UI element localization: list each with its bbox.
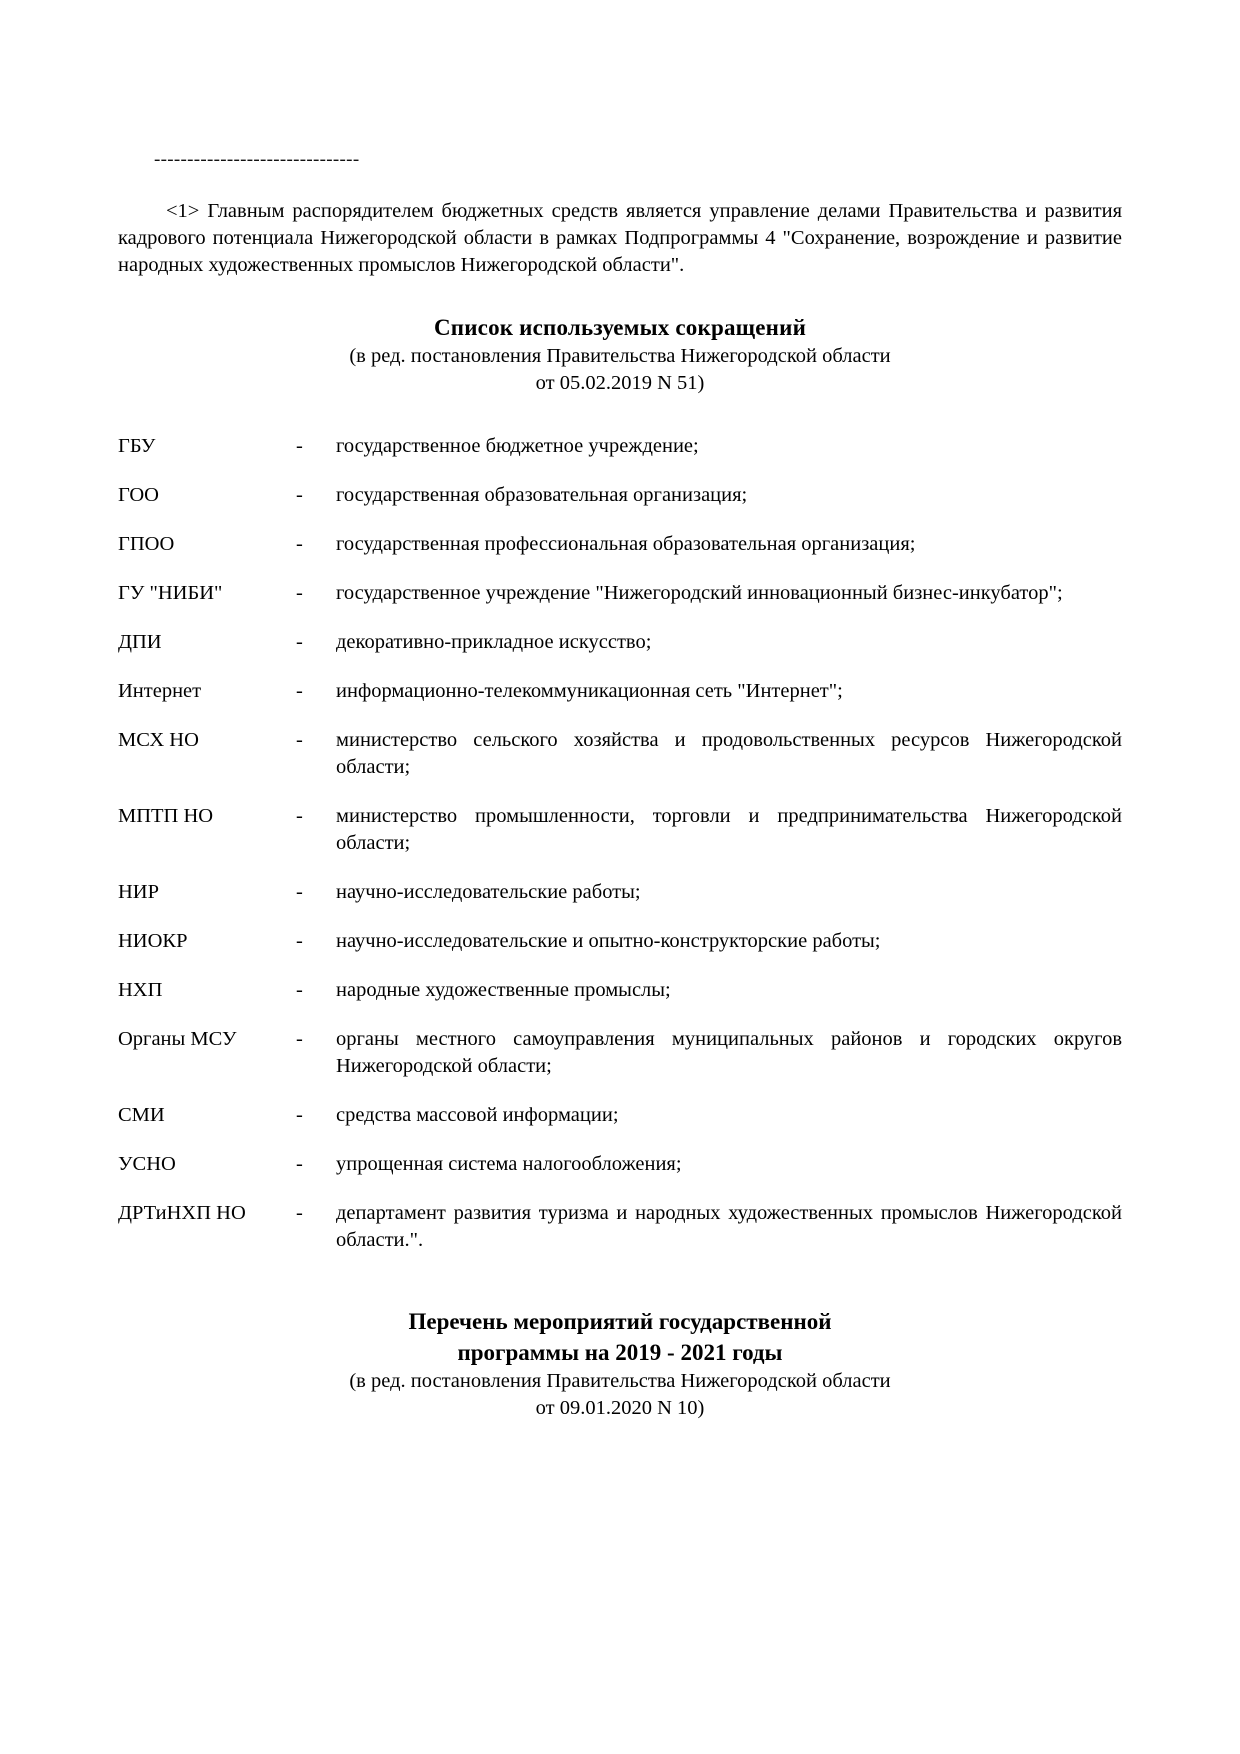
abbreviation-dash: - [296,979,303,1001]
table-row [118,803,1122,879]
table-row [118,727,1122,803]
abbreviation-definition: информационно-телекоммуникационная сеть "Интернет"; [336,680,843,702]
abbreviation-definition: государственная образовательная организация; [336,484,748,506]
abbreviation-term: СМИ [118,1104,165,1126]
table-row [118,1200,1122,1276]
abbreviation-dash: - [296,435,303,457]
abbreviation-term: УСНО [118,1153,176,1175]
abbreviation-term: МСХ НО [118,729,199,751]
abbreviation-dash: - [296,631,303,653]
table-row [118,977,1122,1026]
abbreviations-title: Список используемых сокращений [433,315,807,340]
abbreviation-dash: - [296,1153,303,1175]
footnote-separator-rule: ------------------------------- [154,149,360,170]
abbreviation-dash: - [296,930,303,952]
abbreviation-term: ДРТиНХП НО [118,1202,246,1224]
abbreviation-definition: министерство сельского хозяйства и продовольственных ресурсов Нижегородской области; [336,729,1122,778]
abbreviation-term: ГОО [118,484,159,506]
table-row [118,629,1122,678]
abbreviation-definition: декоративно-прикладное искусство; [336,631,652,653]
abbreviation-dash: - [296,1202,303,1224]
abbreviation-term: ГПОО [118,533,175,555]
abbreviation-term: НХП [118,979,163,1001]
abbreviation-term: ГБУ [118,435,156,457]
program-edition-line-1: (в ред. постановления Правительства Нижегородской области [349,1370,891,1392]
abbreviations-edition-line-1: (в ред. постановления Правительства Нижегородской области [349,345,891,367]
abbreviation-dash: - [296,729,303,751]
table-row [118,1151,1122,1200]
table-row [118,580,1122,629]
program-title-line-1: Перечень мероприятий государственной [408,1309,832,1334]
abbreviation-term: Интернет [118,680,202,702]
abbreviation-dash: - [296,881,303,903]
abbreviation-definition: научно-исследовательские и опытно-конструкторские работы; [336,930,881,952]
abbreviation-definition: научно-исследовательские работы; [336,881,641,903]
abbreviations-table-body [118,433,1122,1276]
program-edition-line-2: от 09.01.2020 N 10) [535,1397,705,1419]
abbreviation-term: ГУ "НИБИ" [118,582,223,604]
abbreviation-term: МПТП НО [118,805,214,827]
abbreviation-dash: - [296,582,303,604]
program-heading-block [118,1306,1122,1422]
abbreviation-dash: - [296,805,303,827]
abbreviation-definition: народные художественные промыслы; [336,979,671,1001]
table-row [118,1102,1122,1151]
abbreviations-edition-line-2: от 05.02.2019 N 51) [535,372,705,394]
abbreviation-definition: государственное бюджетное учреждение; [336,435,699,457]
abbreviation-dash: - [296,1028,303,1050]
table-row [118,879,1122,928]
abbreviation-definition: средства массовой информации; [336,1104,619,1126]
abbreviation-dash: - [296,680,303,702]
table-row [118,433,1122,482]
table-row [118,1026,1122,1102]
abbreviation-definition: министерство промышленности, торговли и предпринимательства Нижегородской области; [336,805,1122,854]
abbreviation-dash: - [296,533,303,555]
abbreviation-definition: органы местного самоуправления муниципальных районов и городских округов Нижегородской области; [336,1028,1122,1077]
abbreviation-term: НИОКР [118,930,188,952]
abbreviation-definition: государственное учреждение "Нижегородский инновационный бизнес-инкубатор"; [336,582,1063,604]
table-row [118,531,1122,580]
abbreviation-term: ДПИ [118,631,162,653]
abbreviation-term: Органы МСУ [118,1028,237,1050]
abbreviations-table [118,433,1122,1276]
table-row [118,678,1122,727]
program-title-line-2: программы на 2019 - 2021 годы [457,1340,783,1365]
abbreviation-dash: - [296,484,303,506]
abbreviation-definition: упрощенная система налогообложения; [336,1153,682,1175]
abbreviations-heading-block [118,313,1122,397]
abbreviation-definition: департамент развития туризма и народных художественных промыслов Нижегородской области.". [336,1202,1122,1251]
table-row [118,482,1122,531]
table-row [118,928,1122,977]
abbreviation-dash: - [296,1104,303,1126]
footnote-paragraph: <1> Главным распорядителем бюджетных средств является управление делами Правительства и развития кадрового потенциала Нижегородской области в рамках Подпрограммы 4 "Сохранение, возрождение и развитие народных художественных промыслов Нижегородской области". [118,200,1122,276]
abbreviation-definition: государственная профессиональная образовательная организация; [336,533,916,555]
abbreviation-term: НИР [118,881,160,903]
